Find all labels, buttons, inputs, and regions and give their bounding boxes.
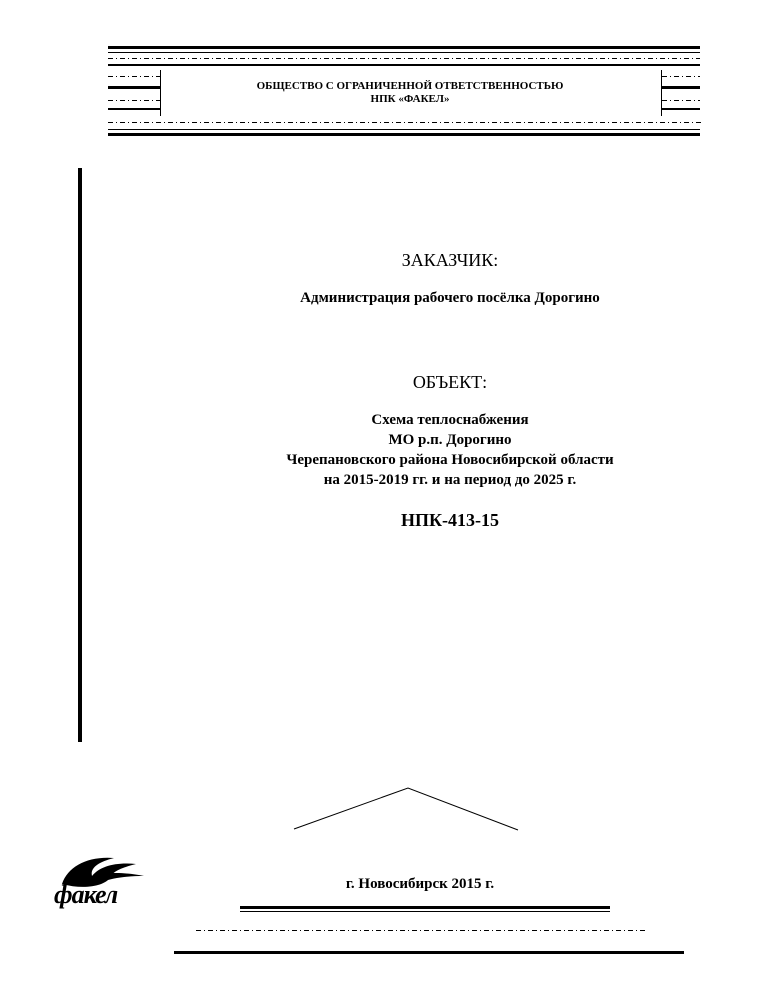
city-year: г. Новосибирск 2015 г. — [345, 876, 495, 892]
left-margin-bar — [78, 168, 82, 742]
company-logo — [54, 850, 174, 916]
header-rule — [108, 64, 700, 66]
roof-decoration — [290, 784, 522, 834]
object-line: на 2015-2019 гг. и на период до 2025 г. — [323, 472, 577, 488]
header-left-mark — [108, 100, 160, 101]
header-right-border — [661, 70, 662, 116]
footer-rule-thin — [240, 911, 610, 912]
object-line: МО р.п. Дорогино — [388, 432, 512, 448]
header-left-bar — [108, 108, 160, 110]
header-right-mark — [662, 76, 700, 77]
org-name-line1: ОБЩЕСТВО С ОГРАНИЧЕННОЙ ОТВЕТСТВЕННОСТЬЮ — [256, 80, 564, 92]
org-name-line2: НПК «ФАКЕЛ» — [370, 93, 450, 105]
object-line: Схема теплоснабжения — [371, 412, 529, 428]
header-top-rule — [108, 46, 700, 49]
footer-rule — [240, 906, 610, 909]
object-heading: ОБЪЕКТ: — [412, 372, 488, 392]
header-right-bar — [662, 86, 700, 89]
header-right-mark — [662, 100, 700, 101]
header-left-mark — [108, 76, 160, 77]
header-left-bar — [108, 86, 160, 89]
header-dashdot-rule — [108, 58, 700, 59]
header-right-bar — [662, 108, 700, 110]
header-bottom-rule-thin — [108, 129, 700, 130]
header-bottom-dashdot — [108, 122, 704, 123]
object-description — [160, 410, 740, 490]
document-code: НПК-413-15 — [400, 510, 500, 530]
object-line: Черепановского района Новосибирской области — [286, 452, 614, 468]
customer-name: Администрация рабочего посёлка Дорогино — [300, 290, 600, 306]
header-bottom-rule — [108, 133, 700, 136]
customer-heading: ЗАКАЗЧИК: — [401, 250, 499, 270]
footer-dashdot-rule — [196, 930, 648, 931]
header-top-rule-thin — [108, 52, 700, 53]
logo-wordmark: факел — [54, 880, 118, 909]
footer-bottom-rule — [174, 951, 684, 954]
